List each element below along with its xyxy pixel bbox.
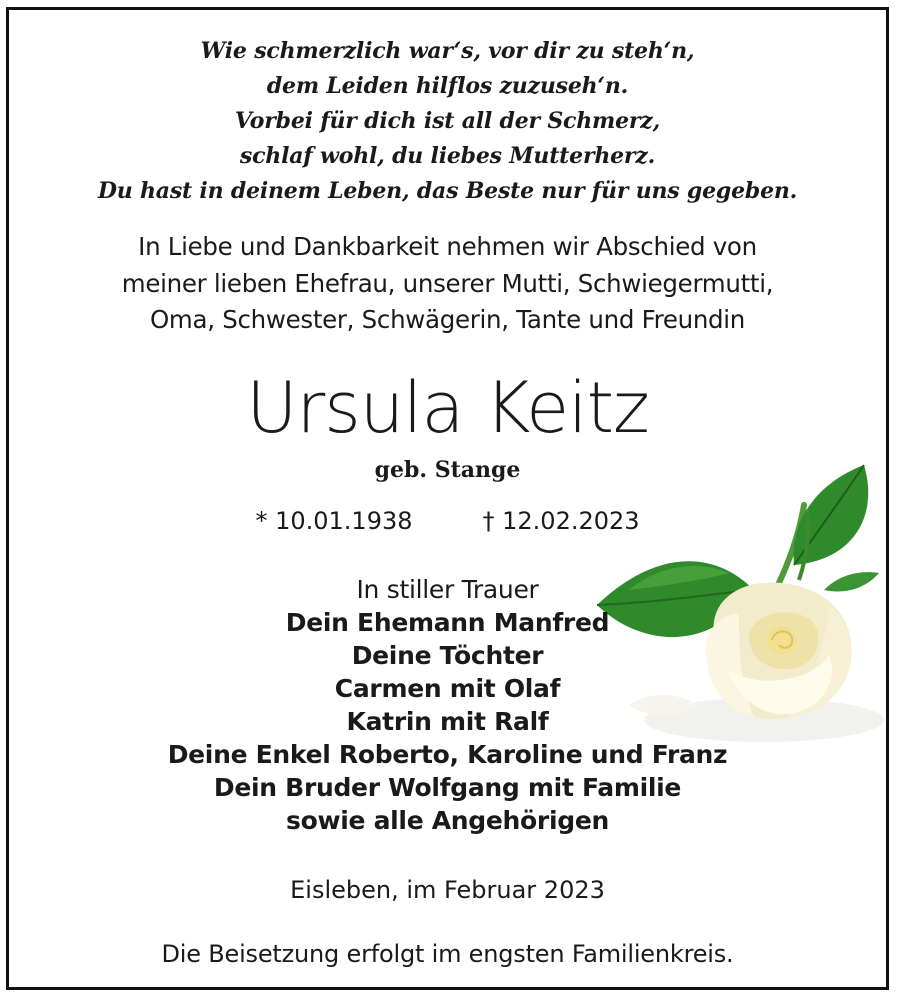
mourner-line: Carmen mit Olaf	[334, 674, 561, 703]
poem-line: schlaf wohl, du liebes Mutterherz.	[239, 143, 656, 169]
poem	[9, 34, 886, 209]
burial-note: Die Beisetzung erfolgt im engsten Familienkreis.	[161, 940, 734, 968]
mourner-line: Deine Töchter	[351, 641, 544, 670]
mourner-line: Katrin mit Ralf	[346, 707, 549, 736]
mourner-line: Deine Enkel Roberto, Karoline und Franz	[167, 740, 728, 769]
poem-line: dem Leiden hilflos zuzuseh‘n.	[266, 73, 629, 99]
mourning-label: In stiller Trauer	[356, 575, 539, 604]
place-date: Eisleben, im Februar 2023	[290, 876, 605, 904]
poem-line: Vorbei für dich ist all der Schmerz,	[234, 108, 661, 134]
mourner-line: Dein Ehemann Manfred	[285, 608, 610, 637]
intro-line: In Liebe und Dankbarkeit nehmen wir Abschied von	[138, 232, 757, 261]
poem-line: Du hast in deinem Leben, das Beste nur für uns gegeben.	[97, 178, 798, 204]
deceased-name: Ursula Keitz	[246, 367, 649, 449]
mourner-line: sowie alle Angehörigen	[286, 806, 609, 835]
mourner-line: Dein Bruder Wolfgang mit Familie	[213, 773, 682, 802]
intro-line: meiner lieben Ehefrau, unserer Mutti, Schwiegermutti,	[121, 268, 774, 298]
intro-text	[9, 229, 886, 339]
mourners-block	[9, 573, 886, 837]
life-dates	[9, 503, 886, 539]
poem-line: Wie schmerzlich war‘s, vor dir zu steh‘n,	[200, 38, 695, 64]
maiden-name: geb. Stange	[374, 457, 521, 483]
obituary-frame	[6, 7, 889, 990]
death-date: † 12.02.2023	[482, 507, 640, 535]
intro-line: Oma, Schwester, Schwägerin, Tante und Freundin	[149, 305, 746, 334]
birth-date: * 10.01.1938	[255, 507, 413, 535]
